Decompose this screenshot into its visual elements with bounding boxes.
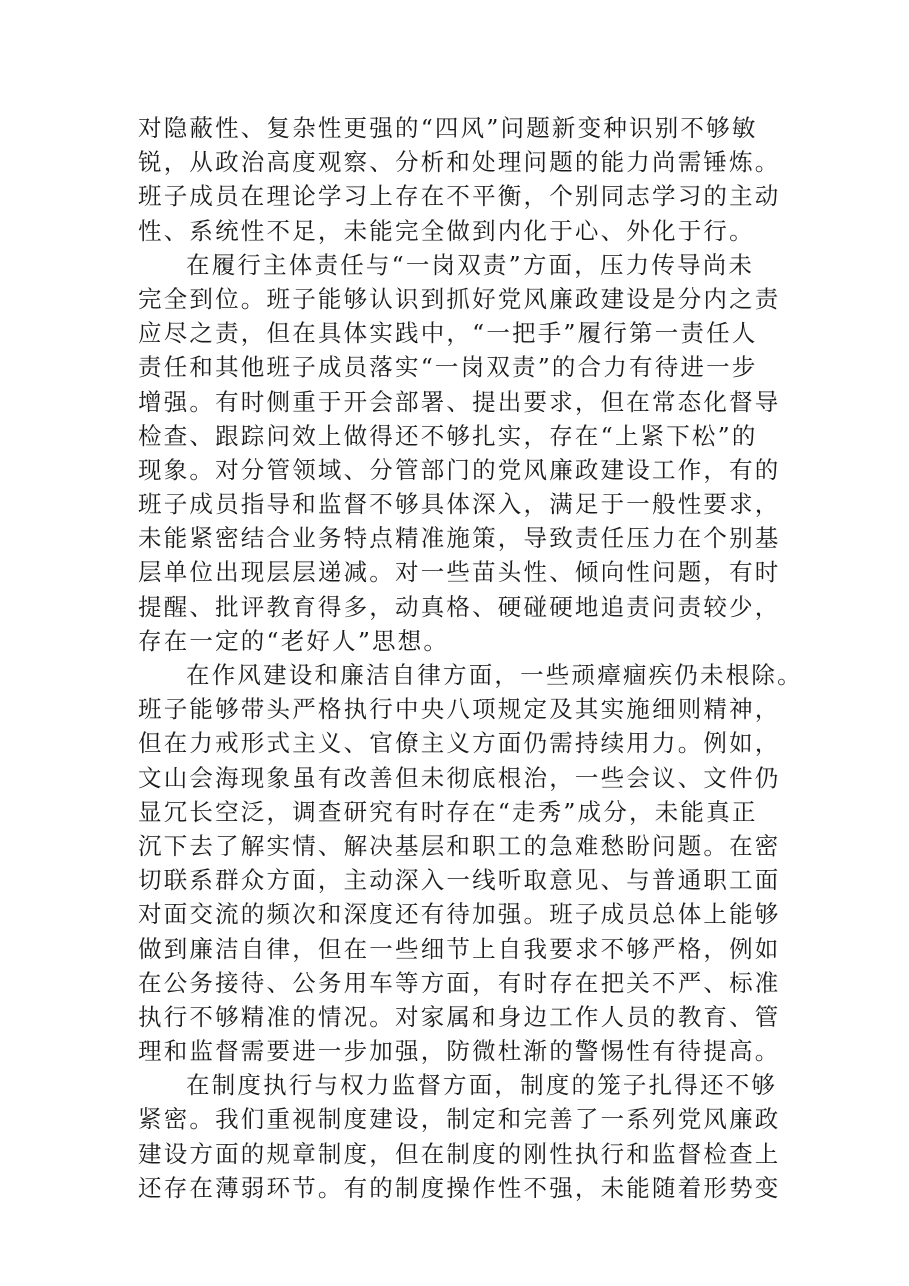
text-line: 提醒、批评教育得多，动真格、硬碰硬地追责问责较少， bbox=[138, 592, 781, 621]
text-line: 对面交流的频次和深度还有待加强。班子成员总体上能够 bbox=[138, 900, 781, 929]
text-line: 显冗长空泛，调查研究有时存在“走秀”成分，未能真正 bbox=[138, 797, 758, 826]
text-line: 切联系群众方面，主动深入一线听取意见、与普通职工面 bbox=[138, 866, 781, 895]
text-line: 理和监督需要进一步加强，防微杜渐的警惕性有待提高。 bbox=[138, 1037, 781, 1066]
text-line: 现象。对分管领域、分管部门的党风廉政建设工作，有的 bbox=[138, 455, 781, 484]
text-line: 紧密。我们重视制度建设，制定和完善了一系列党风廉政 bbox=[138, 1105, 781, 1134]
text-line: 存在一定的“老好人”思想。 bbox=[138, 626, 450, 655]
text-line: 应尽之责，但在具体实践中，“一把手”履行第一责任人 bbox=[138, 319, 758, 348]
paragraph-first-line: 在履行主体责任与“一岗双责”方面，压力传导尚未 bbox=[186, 250, 755, 279]
text-line: 检查、跟踪问效上做得还不够扎实，存在“上紧下松”的 bbox=[138, 421, 758, 450]
text-line: 对隐蔽性、复杂性更强的“四风”问题新变种识别不够敏 bbox=[138, 114, 758, 142]
text-line: 但在力戒形式主义、官僚主义方面仍需持续用力。例如， bbox=[138, 729, 781, 758]
text-line: 性、系统性不足，未能完全做到内化于心、外化于行。 bbox=[138, 216, 755, 245]
text-line: 完全到位。班子能够认识到抓好党风廉政建设是分内之责 bbox=[138, 284, 781, 313]
text-line: 责任和其他班子成员落实“一岗双责”的合力有待进一步 bbox=[138, 353, 758, 382]
paragraph-first-line: 在作风建设和廉洁自律方面，一些顽瘴痼疾仍未根除。 bbox=[186, 661, 803, 689]
text-line: 文山会海现象虽有改善但未彻底根治，一些会议、文件仍 bbox=[138, 763, 781, 792]
document-body-text bbox=[138, 111, 803, 1205]
text-line: 锐，从政治高度观察、分析和处理问题的能力尚需锤炼。 bbox=[138, 148, 781, 177]
text-line: 班子成员指导和监督不够具体深入，满足于一般性要求， bbox=[138, 490, 781, 519]
text-line: 层单位出现层层递减。对一些苗头性、倾向性问题，有时 bbox=[138, 558, 781, 587]
text-line: 在公务接待、公务用车等方面，有时存在把关不严、标准 bbox=[138, 968, 781, 997]
text-line: 增强。有时侧重于开会部署、提出要求，但在常态化督导 bbox=[138, 387, 781, 416]
text-line: 做到廉洁自律，但在一些细节上自我要求不够严格，例如 bbox=[138, 934, 781, 963]
text-line: 建设方面的规章制度，但在制度的刚性执行和监督检查上 bbox=[138, 1139, 781, 1168]
paragraph-first-line: 在制度执行与权力监督方面，制度的笼子扎得还不够 bbox=[186, 1071, 778, 1100]
text-line: 班子成员在理论学习上存在不平衡，个别同志学习的主动 bbox=[138, 182, 781, 211]
text-line: 班子能够带头严格执行中央八项规定及其实施细则精神， bbox=[138, 695, 781, 724]
text-line: 沉下去了解实情、解决基层和职工的急难愁盼问题。在密 bbox=[138, 831, 781, 860]
text-line: 执行不够精准的情况。对家属和身边工作人员的教育、管 bbox=[138, 1002, 781, 1031]
text-line: 还存在薄弱环节。有的制度操作性不强，未能随着形势变 bbox=[138, 1173, 781, 1202]
text-line: 未能紧密结合业务特点精准施策，导致责任压力在个别基 bbox=[138, 524, 781, 553]
